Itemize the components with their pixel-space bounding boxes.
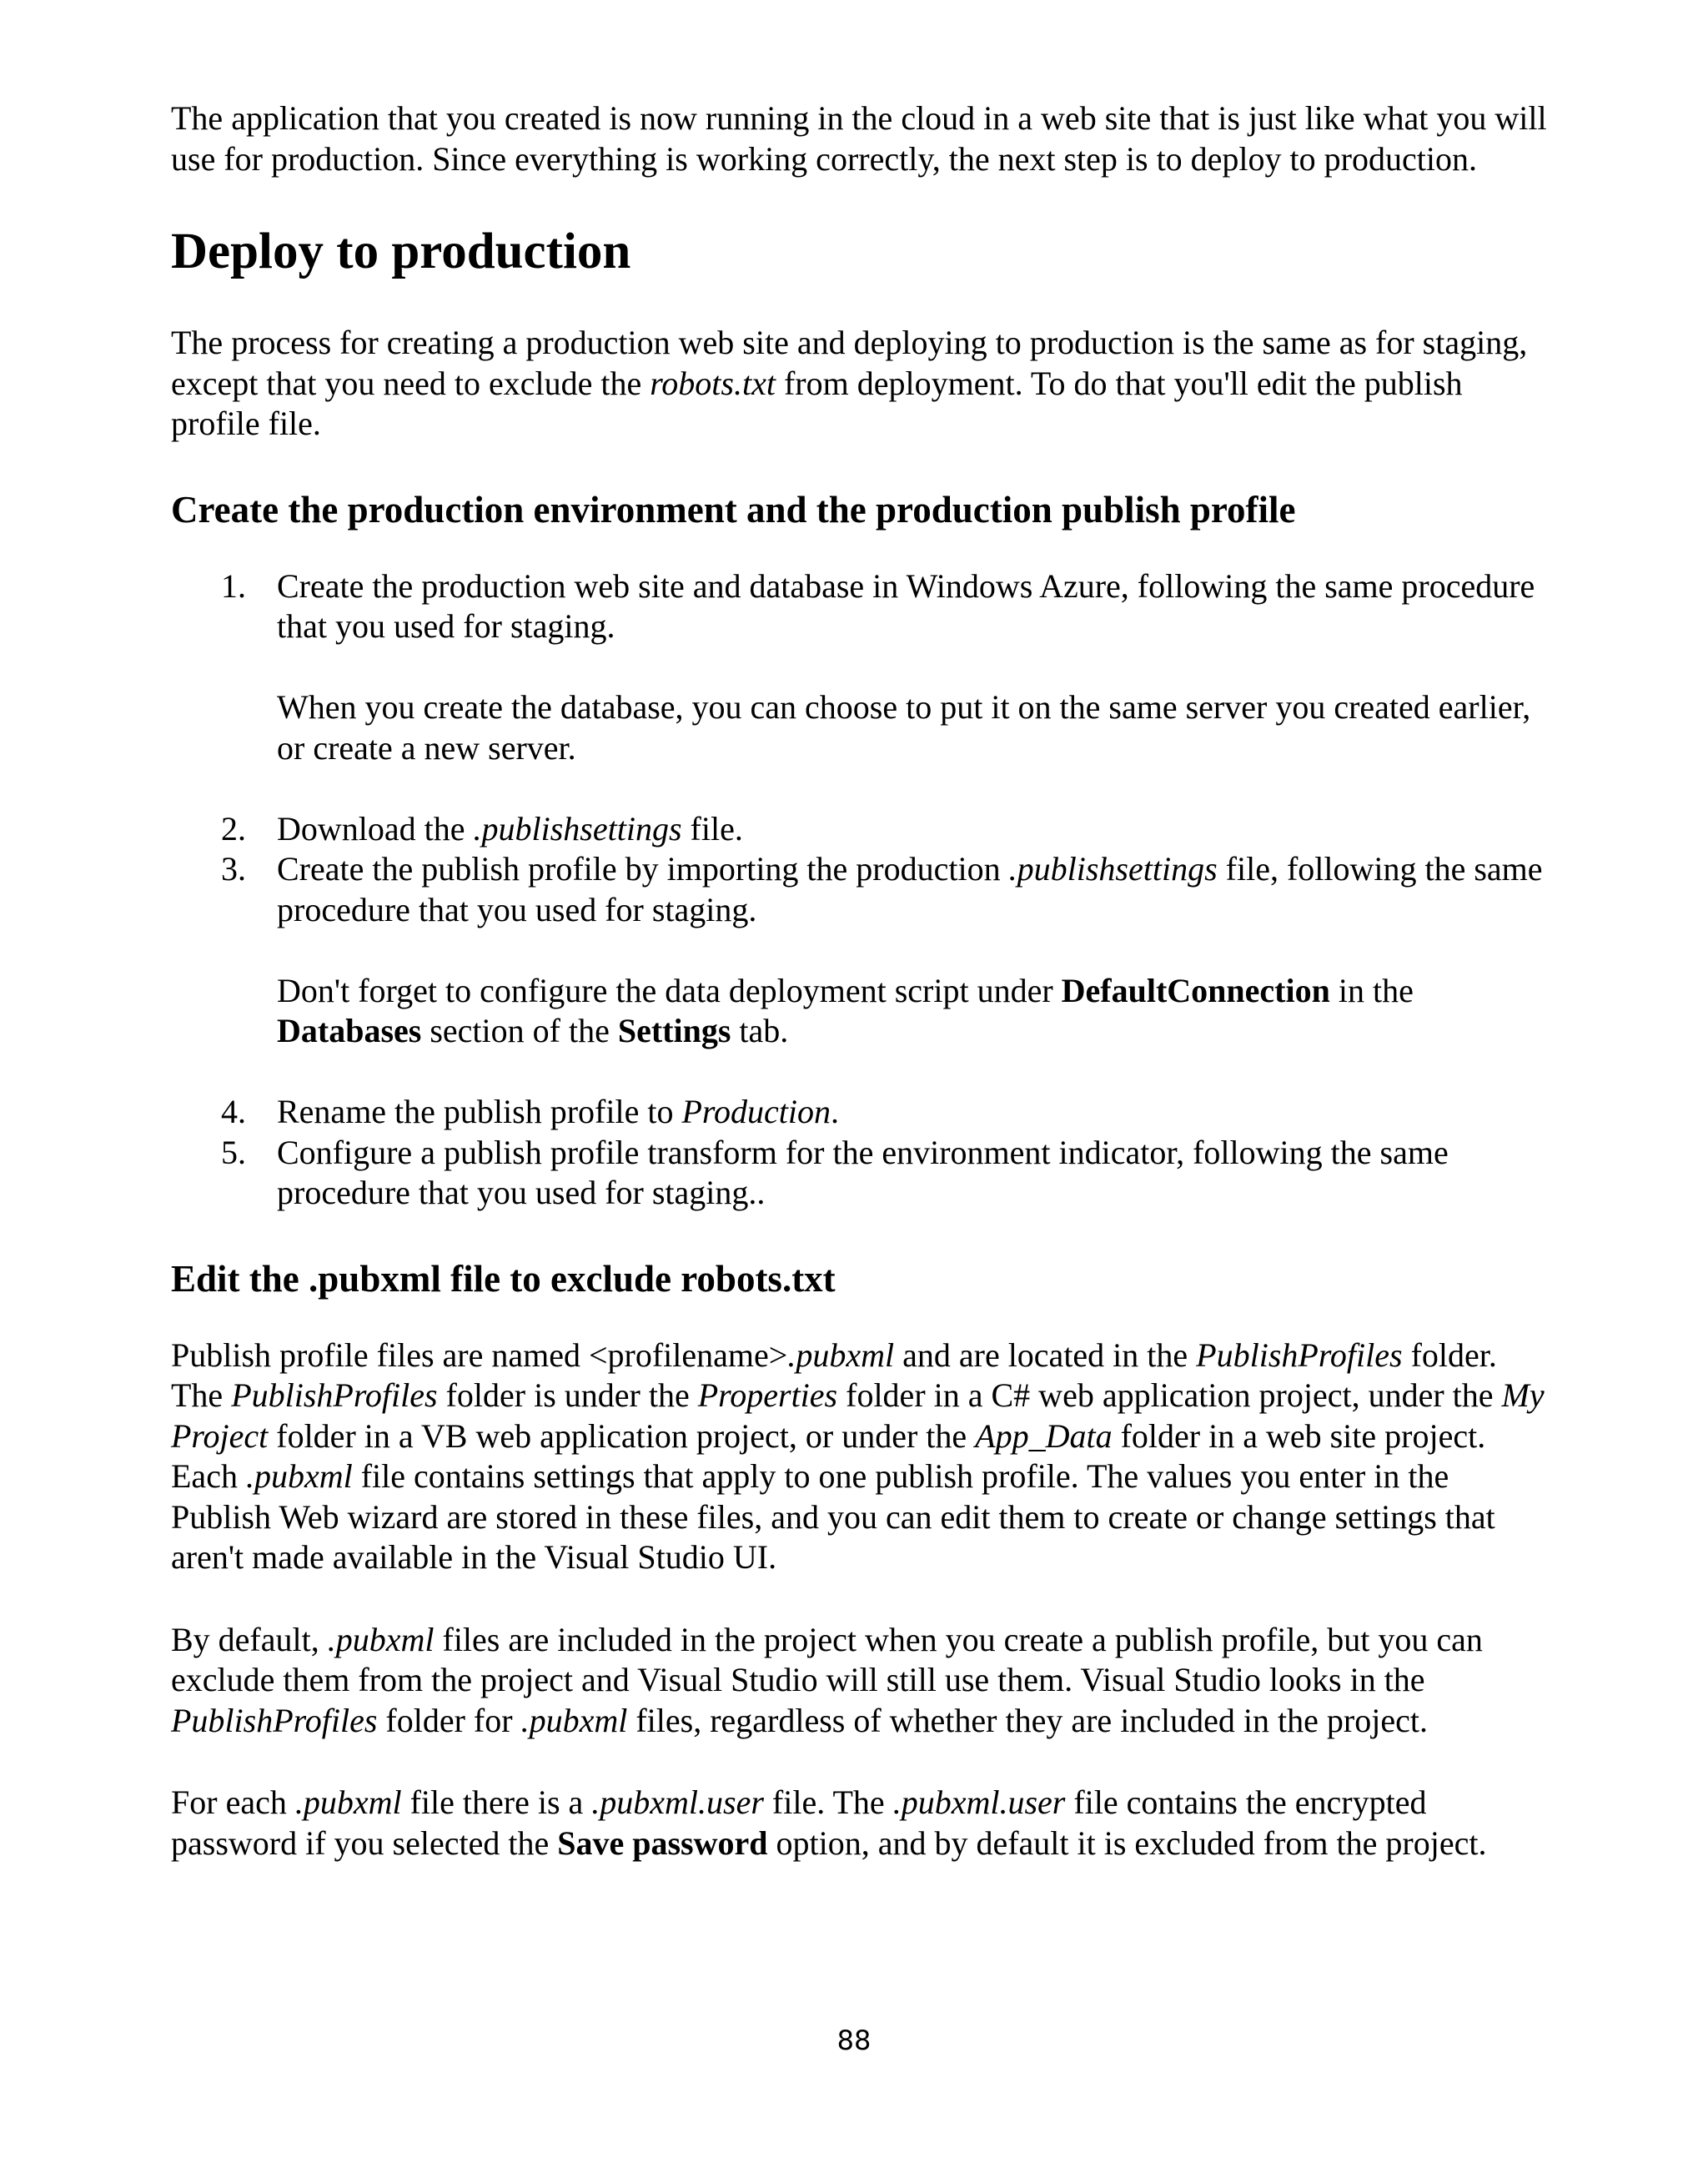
- pubxml-paragraph-2: By default, .pubxml files are included in the project when you create a publish profile, but you can exclude them from the project and Visual Studio will still use them. Visual Studio looks in the PublishProfiles folder for .pubxml files, regardless of whether they are included in the project.: [171, 1620, 1483, 1739]
- list-item: 1. Create the production web site and database in Windows Azure, following the same procedure that you used for staging. When you create the database, you can choose to put it on the same server you created earlier, or create a new server.: [171, 566, 1555, 769]
- heading-create-production-environment: Create the production environment and the production publish profile: [171, 488, 1296, 531]
- steps-list: [171, 566, 1555, 1214]
- list-item: 5. Configure a publish profile transform for the environment indicator, following the same procedure that you used for staging..: [221, 1133, 1449, 1211]
- intro-paragraph: The application that you created is now running in the cloud in a web site that is just like what you will use for production. Since everything is working correctly, the next step is to deploy to production.: [171, 99, 1547, 178]
- list-item: 4. Rename the publish profile to Production.: [221, 1093, 839, 1130]
- document-page: [171, 98, 1555, 1864]
- heading-deploy-to-production: Deploy to production: [171, 224, 631, 279]
- deploy-paragraph: The process for creating a production web site and deploying to production is the same as for staging, except that you need to exclude the robots.txt from deployment. To do that you'll edit the publish profile file.: [171, 324, 1528, 442]
- step-note: Don't forget to configure the data deployment script under DefaultConnection in the Databases section of the Settings tab.: [277, 971, 1414, 1049]
- list-item: 3. Create the publish profile by importing the production .publishsettings file, following the same procedure that you used for staging. Don't forget to configure the data deployment script under DefaultConnection in the Databases section of the Settings tab.: [171, 849, 1555, 1052]
- page-number: 88: [836, 2025, 872, 2056]
- list-item: 2. Download the .publishsettings file.: [221, 809, 743, 848]
- pubxml-paragraph-1: Publish profile files are named <profilename>.pubxml and are located in the PublishProfiles folder. The PublishProfiles folder is under the Properties folder in a C# web application project, under the My Project folder in a VB web application project, or under the App_Data folder in a web site project. Each .pubxml file contains settings that apply to one publish profile. The values you enter in the Publish Web wizard are stored in these files, and you can edit them to create or change settings that aren't made available in the Visual Studio UI.: [171, 1336, 1545, 1576]
- robots-txt-filename: robots.txt: [650, 364, 776, 402]
- heading-edit-pubxml: Edit the .pubxml file to exclude robots.txt: [171, 1257, 836, 1300]
- pubxml-paragraph-3: For each .pubxml file there is a .pubxml.user file. The .pubxml.user file contains the encrypted password if you selected the Save password option, and by default it is excluded from the project.: [171, 1783, 1487, 1862]
- step-note: When you create the database, you can choose to put it on the same server you created earlier, or create a new server.: [277, 688, 1531, 767]
